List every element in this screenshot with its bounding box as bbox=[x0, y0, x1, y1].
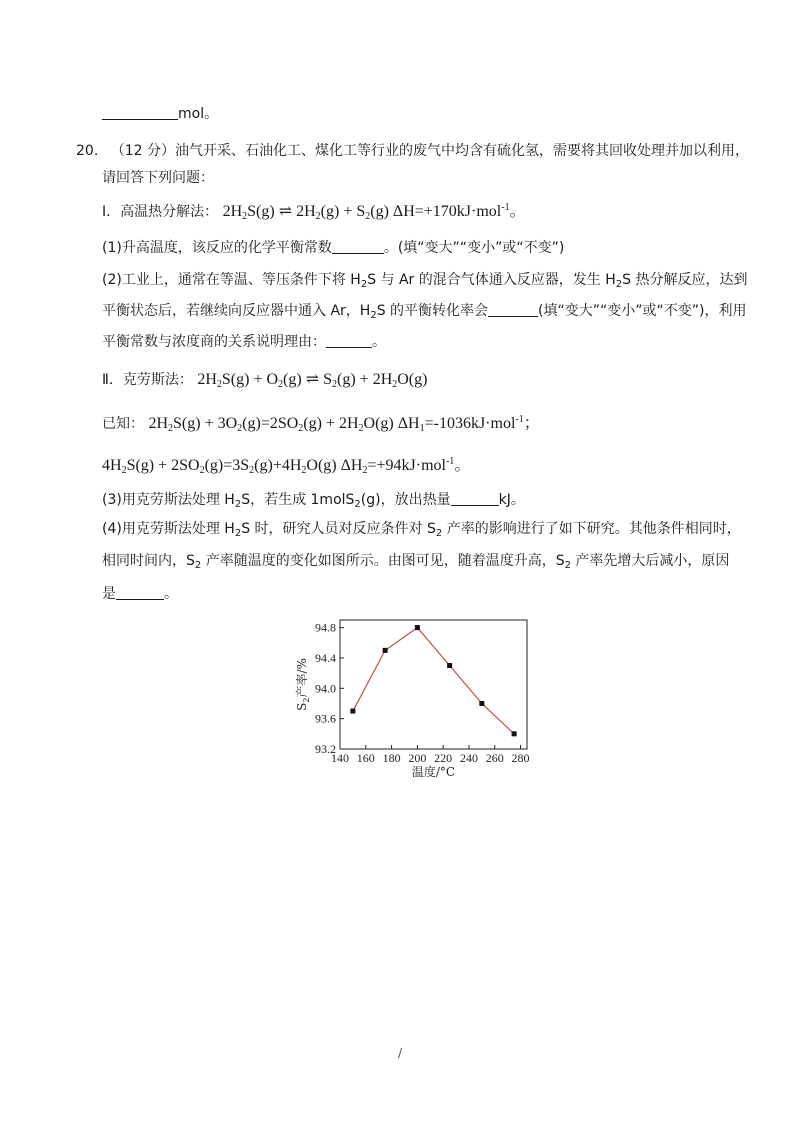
y-axis-title: $S_2$产率/% bbox=[295, 658, 311, 711]
q2-answer-blank-1[interactable] bbox=[488, 302, 538, 317]
question-intro-2-line bbox=[102, 168, 214, 188]
data-point bbox=[512, 731, 517, 736]
q2-line-2: 平衡状态后，若继续向反应器中通入 Ar，$H_2S$ 的平衡转化率会 (填“变大”“变小”或“不变”)，利用 bbox=[102, 303, 747, 321]
q3-answer-blank[interactable] bbox=[451, 491, 499, 506]
data-point bbox=[415, 625, 420, 630]
data-point bbox=[479, 701, 484, 706]
known-label: 已知： bbox=[102, 416, 144, 432]
data-point bbox=[350, 709, 355, 714]
x-tick-label: 200 bbox=[408, 751, 427, 765]
x-tick-label: 280 bbox=[511, 751, 530, 765]
part1-line bbox=[102, 202, 526, 222]
question-intro-1: 油气开采、石油化工、煤化工等行业的废气中均含有硫化氢，需要将其回收处理并加以利用， bbox=[174, 143, 749, 159]
y-tick-label: 94.4 bbox=[315, 650, 336, 665]
question-points: （12 分） bbox=[110, 143, 175, 159]
x-tick-label: 180 bbox=[382, 751, 401, 765]
part1-equation: $2H_2S(g)$ ⇌ $2H_2(g) + S_2(g)$ ΔH=+170kJ·mol$^{-1}$。 bbox=[222, 202, 526, 222]
question-intro-2: 请回答下列问题： bbox=[102, 170, 214, 186]
question-number: 20. bbox=[76, 143, 99, 159]
q4-answer-blank[interactable] bbox=[116, 585, 164, 600]
q1-answer-blank[interactable] bbox=[332, 239, 384, 254]
q1-tail: 。(填“变大”“变小”或“不变”) bbox=[383, 240, 565, 256]
q4-line-2: 相同时间内，$S_2$ 产率随温度的变化如图所示。由图可见，随着温度升高，$S_2$ 产率先增大后减小，原因 bbox=[102, 553, 730, 571]
q4-line-1: (4)用克劳斯法处理 $H_2S$ 时，研究人员对反应条件对 $S_2$ 产率的影响进行了如下研究。其他条件相同时， bbox=[102, 521, 741, 539]
known-equation-2: $4H_2S(g) + 2SO_2(g)=3S_2(g)+4H_2O(g)$ $\Delta H_2=+94kJ\cdot mol^{-1}$。 bbox=[102, 456, 471, 476]
y-tick-label: 93.2 bbox=[315, 742, 336, 756]
q2-line-3: 平衡常数与浓度商的关系说明理由： 。 bbox=[102, 334, 386, 350]
prev-answer-unit: mol。 bbox=[178, 106, 219, 122]
y-tick-label: 93.6 bbox=[315, 711, 336, 726]
prev-answer-line bbox=[102, 104, 218, 124]
known-eq1-line bbox=[102, 414, 540, 434]
known-equation-1: $2H_2S(g) + 3O_2(g)=2SO_2(g) + 2H_2O(g)$ $\Delta H_1=-1036kJ\cdot mol^{-1}$； bbox=[148, 414, 540, 434]
x-axis-title: 温度/°C bbox=[411, 765, 456, 779]
x-tick-label: 240 bbox=[459, 751, 478, 765]
known-eq2-line bbox=[102, 456, 470, 476]
data-point bbox=[383, 648, 388, 653]
question-header bbox=[76, 141, 749, 161]
x-tick-label: 220 bbox=[434, 751, 453, 765]
y-tick-label: 94.8 bbox=[315, 620, 336, 635]
part2-equation: $2H_2S(g) + O_2(g)$ ⇌ $S_2(g) + 2H_2O(g)$ bbox=[197, 371, 428, 390]
y-tick-label: 94.0 bbox=[315, 681, 336, 696]
s2-yield-chart bbox=[290, 614, 540, 786]
x-tick-label: 140 bbox=[331, 751, 349, 765]
prev-answer-blank[interactable] bbox=[102, 105, 178, 120]
q1-line bbox=[102, 238, 564, 258]
part2-heading: Ⅱ．克劳斯法： bbox=[102, 372, 193, 388]
plot-frame bbox=[340, 620, 527, 749]
chart-layer bbox=[294, 620, 530, 779]
page-footer-mark: / bbox=[398, 1046, 403, 1060]
part2-line bbox=[102, 370, 427, 390]
q1-text: (1)升高温度，该反应的化学平衡常数 bbox=[102, 240, 332, 256]
x-tick-label: 160 bbox=[356, 751, 375, 765]
part1-heading: Ⅰ．高温热分解法： bbox=[102, 204, 219, 220]
data-point bbox=[447, 663, 452, 668]
series-line bbox=[353, 628, 514, 734]
q3-line: (3)用克劳斯法处理 $H_2S$，若生成 1molS$_2$(g)，放出热量 kJ。 bbox=[102, 492, 525, 510]
q2-answer-blank-2[interactable] bbox=[326, 333, 372, 348]
q2-line-1: (2)工业上，通常在等温、等压条件下将 $H_2S$ 与 Ar 的混合气体通入反应器，发生 $H_2S$ 热分解反应，达到 bbox=[102, 272, 748, 290]
x-tick-label: 260 bbox=[485, 751, 504, 765]
q4-line-3: 是 。 bbox=[102, 586, 178, 602]
